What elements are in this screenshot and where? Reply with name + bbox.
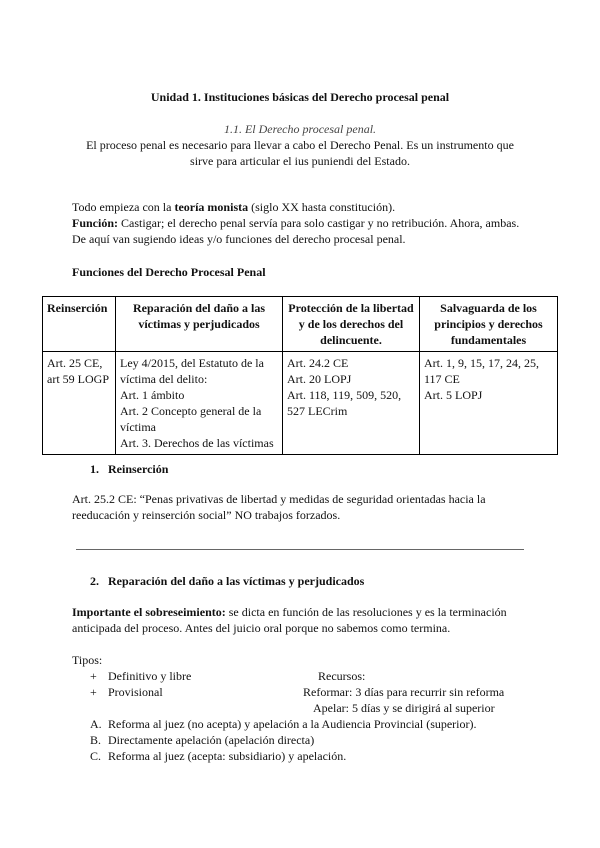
list-letter: A. bbox=[90, 717, 102, 731]
bullet-plus-icon: + bbox=[90, 685, 97, 699]
ideas-paragraph: De aquí van sugiendo ideas y/o funciones del derecho procesal penal. bbox=[72, 232, 406, 246]
document-title: Unidad 1. Instituciones básicas del Derecho procesal penal bbox=[150, 90, 450, 104]
table-cell: Art. 1, 9, 15, 17, 24, 25, 117 CE Art. 5 LOPJ bbox=[420, 352, 558, 455]
section1-title: Reinserción bbox=[108, 462, 169, 476]
table-header-cell: Reinserción bbox=[43, 297, 116, 352]
table-header-cell: Reparación del daño a las víctimas y perjudicados bbox=[116, 297, 283, 352]
section-subtitle: 1.1. El Derecho procesal penal. bbox=[223, 122, 377, 136]
table-heading: Funciones del Derecho Procesal Penal bbox=[72, 265, 266, 279]
sobreseimiento-label: Importante el sobreseimiento: bbox=[72, 605, 226, 619]
table-header-cell: Salvaguarda de los principios y derechos fundamentales bbox=[420, 297, 558, 352]
funcion-label: Función: bbox=[72, 216, 119, 230]
list-letter: C. bbox=[90, 749, 102, 763]
list-item: Reforma al juez (acepta: subsidiario) y apelación. bbox=[108, 749, 347, 763]
teoria-paragraph: Todo empieza con la teoría monista (siglo XX hasta constitución). bbox=[72, 200, 396, 214]
table-header-row bbox=[43, 297, 558, 352]
section2-title: Reparación del daño a las víctimas y perjudicados bbox=[108, 574, 365, 588]
sobreseimiento-paragraph: Importante el sobreseimiento: se dicta en función de las resoluciones y es la terminación anticipada del proceso. Antes del juicio oral porque no sabemos como termina. bbox=[72, 605, 507, 635]
recurso-item: Apelar: 5 días y se dirigirá al superior bbox=[313, 701, 495, 715]
list-item: Reforma al juez (no acepta) y apelación a la Audiencia Provincial (superior). bbox=[108, 717, 477, 731]
table-header-cell: Protección de la libertad y de los derechos del delincuente. bbox=[283, 297, 420, 352]
list-item: Definitivo y libre bbox=[108, 669, 192, 683]
section1-text: Art. 25.2 CE: “Penas privativas de libertad y medidas de seguridad orientadas hacia la reeducación y reinserción social” NO trabajos forzados. bbox=[72, 492, 486, 522]
list-item: Directamente apelación (apelación directa) bbox=[108, 733, 315, 747]
recursos-label: Recursos: bbox=[318, 669, 366, 683]
list-letter: B. bbox=[90, 733, 102, 747]
funcion-paragraph: Función: Castigar; el derecho penal servía para solo castigar y no retribución. Ahora, ambas. bbox=[72, 216, 520, 230]
table-row bbox=[43, 352, 558, 455]
tipos-label: Tipos: bbox=[72, 653, 103, 667]
bullet-plus-icon: + bbox=[90, 669, 97, 683]
list-item: Provisional bbox=[108, 685, 163, 699]
teoria-bold: teoría monista bbox=[174, 200, 249, 214]
functions-table bbox=[42, 296, 558, 455]
divider-line bbox=[76, 549, 524, 550]
intro-paragraph: El proceso penal es necesario para llevar a cabo el Derecho Penal. Es un instrumento que sirve para articular el ius puniendi del Estado. bbox=[86, 138, 514, 168]
table-cell: Art. 24.2 CE Art. 20 LOPJ Art. 118, 119, 509, 520, 527 LECrim bbox=[283, 352, 420, 455]
table-cell: Art. 25 CE, art 59 LOGP bbox=[43, 352, 116, 455]
table-cell: Ley 4/2015, del Estatuto de la víctima del delito: Art. 1 ámbito Art. 2 Concepto general de la víctima Art. 3. Derechos de las víctimas bbox=[116, 352, 283, 455]
section2-number: 2. bbox=[90, 574, 99, 588]
section1-number: 1. bbox=[90, 462, 99, 476]
recurso-item: Reformar: 3 días para recurrir sin reforma bbox=[303, 685, 505, 699]
